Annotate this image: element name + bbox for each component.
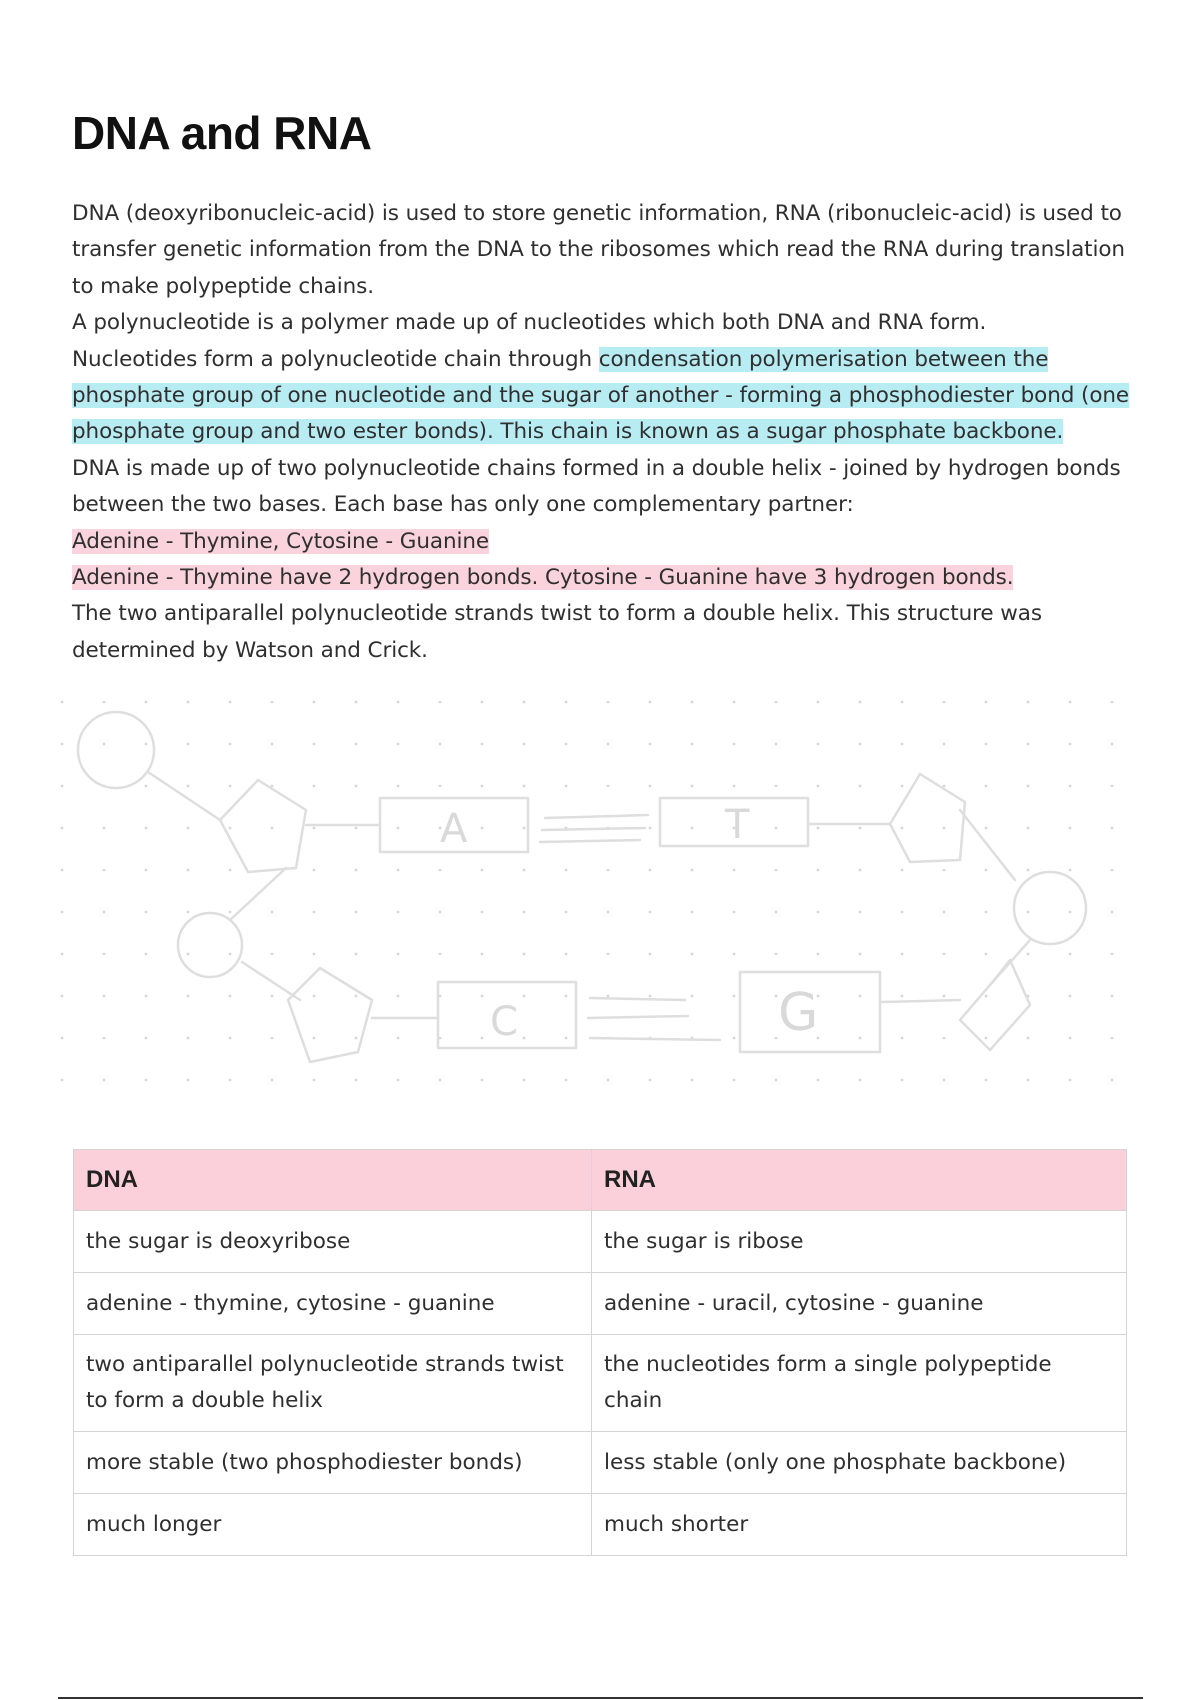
table-cell-rna: the sugar is ribose [592, 1211, 1127, 1273]
table-cell-dna: two antiparallel polynucleotide strands twist to form a double helix [74, 1335, 592, 1432]
paragraph-double-helix: DNA is made up of two polynucleotide chains formed in a double helix - joined by hydrogen bonds between the two bases. Each base has only one complementary partner: [72, 455, 1121, 518]
paragraph-watson-crick: The two antiparallel polynucleotide strands twist to form a double helix. This structure was determined by Watson and Crick. [72, 601, 1042, 663]
table-row [74, 1211, 1127, 1273]
table-cell-dna: much longer [74, 1494, 592, 1556]
base-label-t: T [725, 802, 750, 848]
body-text [72, 196, 1132, 669]
table-row [74, 1432, 1127, 1494]
table-cell-rna: less stable (only one phosphate backbone) [592, 1432, 1127, 1494]
paragraph-intro: DNA (deoxyribonucleic-acid) is used to store genetic information, RNA (ribonucleic-acid) is used to transfer genetic information from the DNA to the ribosomes which read the RNA during translation to make polypeptide chains. [72, 201, 1125, 299]
table-cell-rna: adenine - uracil, cytosine - guanine [592, 1273, 1127, 1335]
table-cell-dna: the sugar is deoxyribose [74, 1211, 592, 1273]
footer-divider [58, 1697, 1143, 1699]
base-label-a: A [440, 806, 468, 852]
highlight-condensation: condensation polymerisation between the phosphate group of one nucleotide and the sugar of another - forming a phosphodiester bond (one phosphate group and two ester bonds). This chain is known as a sugar phosphate backbone. [72, 346, 1130, 445]
table-header-row [74, 1150, 1127, 1211]
table-cell-dna: more stable (two phosphodiester bonds) [74, 1432, 592, 1494]
highlight-hydrogen-bonds: Adenine - Thymine have 2 hydrogen bonds. Cytosine - Guanine have 3 hydrogen bonds. [72, 565, 1014, 591]
table-cell-rna: much shorter [592, 1494, 1127, 1556]
table-cell-dna: adenine - thymine, cytosine - guanine [74, 1273, 592, 1335]
table-row [74, 1494, 1127, 1556]
table-header-dna: DNA [74, 1150, 592, 1211]
page-title: DNA and RNA [72, 107, 372, 159]
paragraph-condensation [72, 342, 1132, 451]
highlight-base-pairs: Adenine - Thymine, Cytosine - Guanine [72, 528, 489, 554]
base-label-c: C [490, 999, 518, 1045]
table-row [74, 1335, 1127, 1432]
dot-grid-background [60, 700, 1120, 1100]
dna-rna-comparison-table [73, 1149, 1127, 1556]
nucleotide-sketch-diagram [60, 700, 1120, 1100]
base-label-g: G [778, 983, 819, 1043]
paragraph-polynucleotide: A polynucleotide is a polymer made up of nucleotides which both DNA and RNA form. [72, 310, 987, 336]
table-row [74, 1273, 1127, 1335]
paragraph-base-pairs [72, 524, 1132, 560]
condensation-lead-text: Nucleotides form a polynucleotide chain through [72, 346, 599, 372]
table-header-rna: RNA [592, 1150, 1127, 1211]
paragraph-hydrogen-bonds [72, 560, 1132, 596]
table-cell-rna: the nucleotides form a single polypeptide chain [592, 1335, 1127, 1432]
